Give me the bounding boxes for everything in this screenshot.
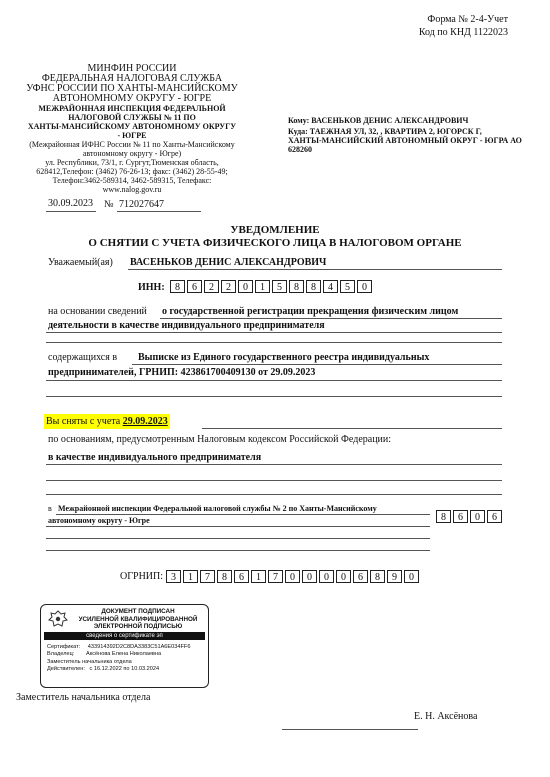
ogrnip-digit-cell: 1 — [251, 570, 266, 583]
inn-digit-cell: 2 — [204, 280, 219, 293]
authority-line: УФНС РОССИИ ПО ХАНТЫ-МАНСИЙСКОМУ — [26, 83, 238, 94]
ogrnip-digit-cell: 7 — [268, 570, 283, 583]
removed-label: Вы сняты с учета — [46, 416, 121, 427]
inspection-code-cell: 6 — [487, 510, 502, 523]
title-line-2: О СНЯТИИ С УЧЕТА ФИЗИЧЕСКОГО ЛИЦА В НАЛОГОВОМ ОРГАНЕ — [88, 237, 462, 249]
greeting-label: Уважаемый(ая) — [48, 257, 113, 268]
authority-line: ХАНТЫ-МАНСИЙСКОМУ АВТОНОМНОМУ ОКРУГУ — [27, 122, 237, 131]
inn-digit-cell: 0 — [238, 280, 253, 293]
emblem-icon — [47, 609, 69, 629]
inn-digit-cell: 6 — [187, 280, 202, 293]
recipient-to: Кому: ВАСЕНЬКОВ ДЕНИС АЛЕКСАНДРОВИЧ — [288, 116, 469, 125]
ogrnip-digit-cell: 6 — [234, 570, 249, 583]
inspection-code-cells — [436, 510, 504, 523]
authority-line: МИНФИН РОССИИ — [87, 63, 177, 74]
doc-number: 712027647 — [119, 199, 164, 210]
inn-digit-cell: 0 — [357, 280, 372, 293]
recipient-address-line: 628260 — [288, 145, 312, 154]
stamp-owner-position: Заместитель начальника отдела — [47, 658, 132, 665]
recipient-address-line: ХАНТЫ-МАНСИЙСКИЙ АВТОНОМНЫЙ ОКРУГ - ЮГРА АО — [288, 136, 522, 145]
authority-line: - ЮГРЕ — [117, 131, 147, 140]
ogrnip-digit-cell: 0 — [404, 570, 419, 583]
ogrnip-digit-cell: 8 — [370, 570, 385, 583]
stamp-cert-label: Сертификат: — [47, 644, 81, 650]
removed-date: 29.09.2023 — [122, 416, 168, 427]
contained-text-1: Выписке из Единого государственного реестра индивидуальных — [138, 352, 430, 363]
authority-line: (Межрайонная ИФНС России № 11 по Ханты-Мансийскому — [29, 140, 235, 149]
inn-digit-cell: 8 — [289, 280, 304, 293]
ogrnip-digit-cell: 1 — [183, 570, 198, 583]
inn-label: ИНН: — [138, 282, 165, 293]
inn-digit-cell: 2 — [221, 280, 236, 293]
inspection-code-cell: 0 — [470, 510, 485, 523]
authority-block — [20, 64, 244, 194]
inn-digit-cell: 8 — [306, 280, 321, 293]
stamp-cert: 433914392D2C8DA3383C51A6E034FF6 — [87, 644, 191, 650]
inspection-text-2: автономному округу - Югре — [48, 516, 150, 525]
authority-line: МЕЖРАЙОННАЯ ИНСПЕКЦИЯ ФЕДЕРАЛЬНОЙ — [38, 104, 226, 113]
form-number: Форма № 2-4-Учет — [427, 14, 508, 25]
authority-line: НАЛОГОВОЙ СЛУЖБЫ № 11 ПО — [68, 113, 196, 122]
ogrnip-digit-cell: 7 — [200, 570, 215, 583]
ogrnip-digit-cell: 0 — [336, 570, 351, 583]
contained-text-2: предпринимателей, ГРНИП: 423861700409130 от 29.09.2023 — [48, 367, 316, 378]
stamp-title-2: УСИЛЕННОЙ КВАЛИФИЦИРОВАННОЙ — [78, 615, 198, 623]
authority-line: ФЕДЕРАЛЬНАЯ НАЛОГОВАЯ СЛУЖБА — [41, 73, 223, 84]
ogrnip-digit-cell: 0 — [302, 570, 317, 583]
inn-digit-cell: 5 — [340, 280, 355, 293]
inspection-code-cell: 6 — [453, 510, 468, 523]
ogrnip-digit-cell: 3 — [166, 570, 181, 583]
authority-line: АВТОНОМНОМУ ОКРУГУ - ЮГРЕ — [52, 93, 212, 104]
title — [0, 224, 550, 250]
inn-digit-cell: 8 — [170, 280, 185, 293]
basis-text-2: деятельности в качестве индивидуального предпринимателя — [48, 320, 325, 331]
removed-grounds: по основаниям, предусмотренным Налоговым кодексом Российской Федерации: — [48, 434, 392, 445]
authority-line: ул. Республики, 73/1, г. Сургут,Тюменская область, — [45, 158, 219, 167]
removed-highlight — [44, 414, 170, 429]
stamp-owner-label: Владелец: — [47, 651, 75, 658]
stamp-bar: сведения о сертификате эп — [44, 632, 205, 640]
authority-line: www.nalog.gov.ru — [102, 185, 162, 194]
recipient-name: ВАСЕНЬКОВ ДЕНИС АЛЕКСАНДРОВИЧ — [130, 257, 327, 268]
knd-code: Код по КНД 1122023 — [418, 27, 508, 38]
title-line-1: УВЕДОМЛЕНИЕ — [230, 224, 320, 236]
ogrnip-label: ОГРНИП: — [120, 571, 164, 582]
removed-capacity: в качестве индивидуального предпринимателя — [48, 452, 262, 463]
ogrnip-digit-cell: 6 — [353, 570, 368, 583]
inspection-code-cell: 8 — [436, 510, 451, 523]
ogrnip-digit-cell: 0 — [319, 570, 334, 583]
recipient-block — [288, 116, 528, 154]
e-signature-stamp — [40, 604, 209, 688]
ogrnip-digit-cell: 9 — [387, 570, 402, 583]
signer-position: Заместитель начальника отдела — [16, 692, 151, 703]
inspection-text-1: Межрайонной инспекции Федеральной налоговой службы № 2 по Ханты-Мансийскому — [58, 504, 377, 513]
contained-prefix: содержащихся в — [48, 352, 118, 363]
stamp-owner: Аксёнова Елена Николаевна — [86, 651, 162, 658]
inn-digit-cell: 1 — [255, 280, 270, 293]
basis-text-1: о государственной регистрации прекращения физическим лицом — [162, 306, 459, 317]
stamp-title-1: ДОКУМЕНТ ПОДПИСАН — [101, 608, 175, 615]
ogrnip-cells — [166, 570, 421, 583]
signer-name: Е. Н. Аксёнова — [414, 711, 478, 722]
inn-digit-cell: 5 — [272, 280, 287, 293]
ogrnip-digit-cell: 0 — [285, 570, 300, 583]
stamp-valid: с 16.12.2022 по 10.03.2024 — [89, 666, 160, 673]
inn-digit-cell: 4 — [323, 280, 338, 293]
authority-line: автономному округу - Югре) — [82, 149, 182, 158]
doc-date: 30.09.2023 — [48, 198, 93, 209]
recipient-address-line: Куда: ТАЕЖНАЯ УЛ, 32, , КВАРТИРА 2, ЮГОРСК Г, — [288, 127, 482, 136]
inn-cells — [170, 280, 374, 293]
stamp-valid-label: Действителен: — [47, 666, 85, 673]
inspection-prefix: в — [48, 504, 52, 513]
stamp-title-3: ЭЛЕКТРОННОЙ ПОДПИСЬЮ — [93, 623, 183, 630]
authority-line: Телефон:3462-589314, 3462-589315, Телефакс: — [52, 176, 212, 185]
authority-line: 628412,Телефон: (3462) 76-26-13; факс: (3462) 28-55-49; — [36, 167, 228, 176]
doc-number-label: № — [104, 199, 114, 210]
basis-prefix: на основании сведений — [48, 306, 147, 317]
ogrnip-digit-cell: 8 — [217, 570, 232, 583]
